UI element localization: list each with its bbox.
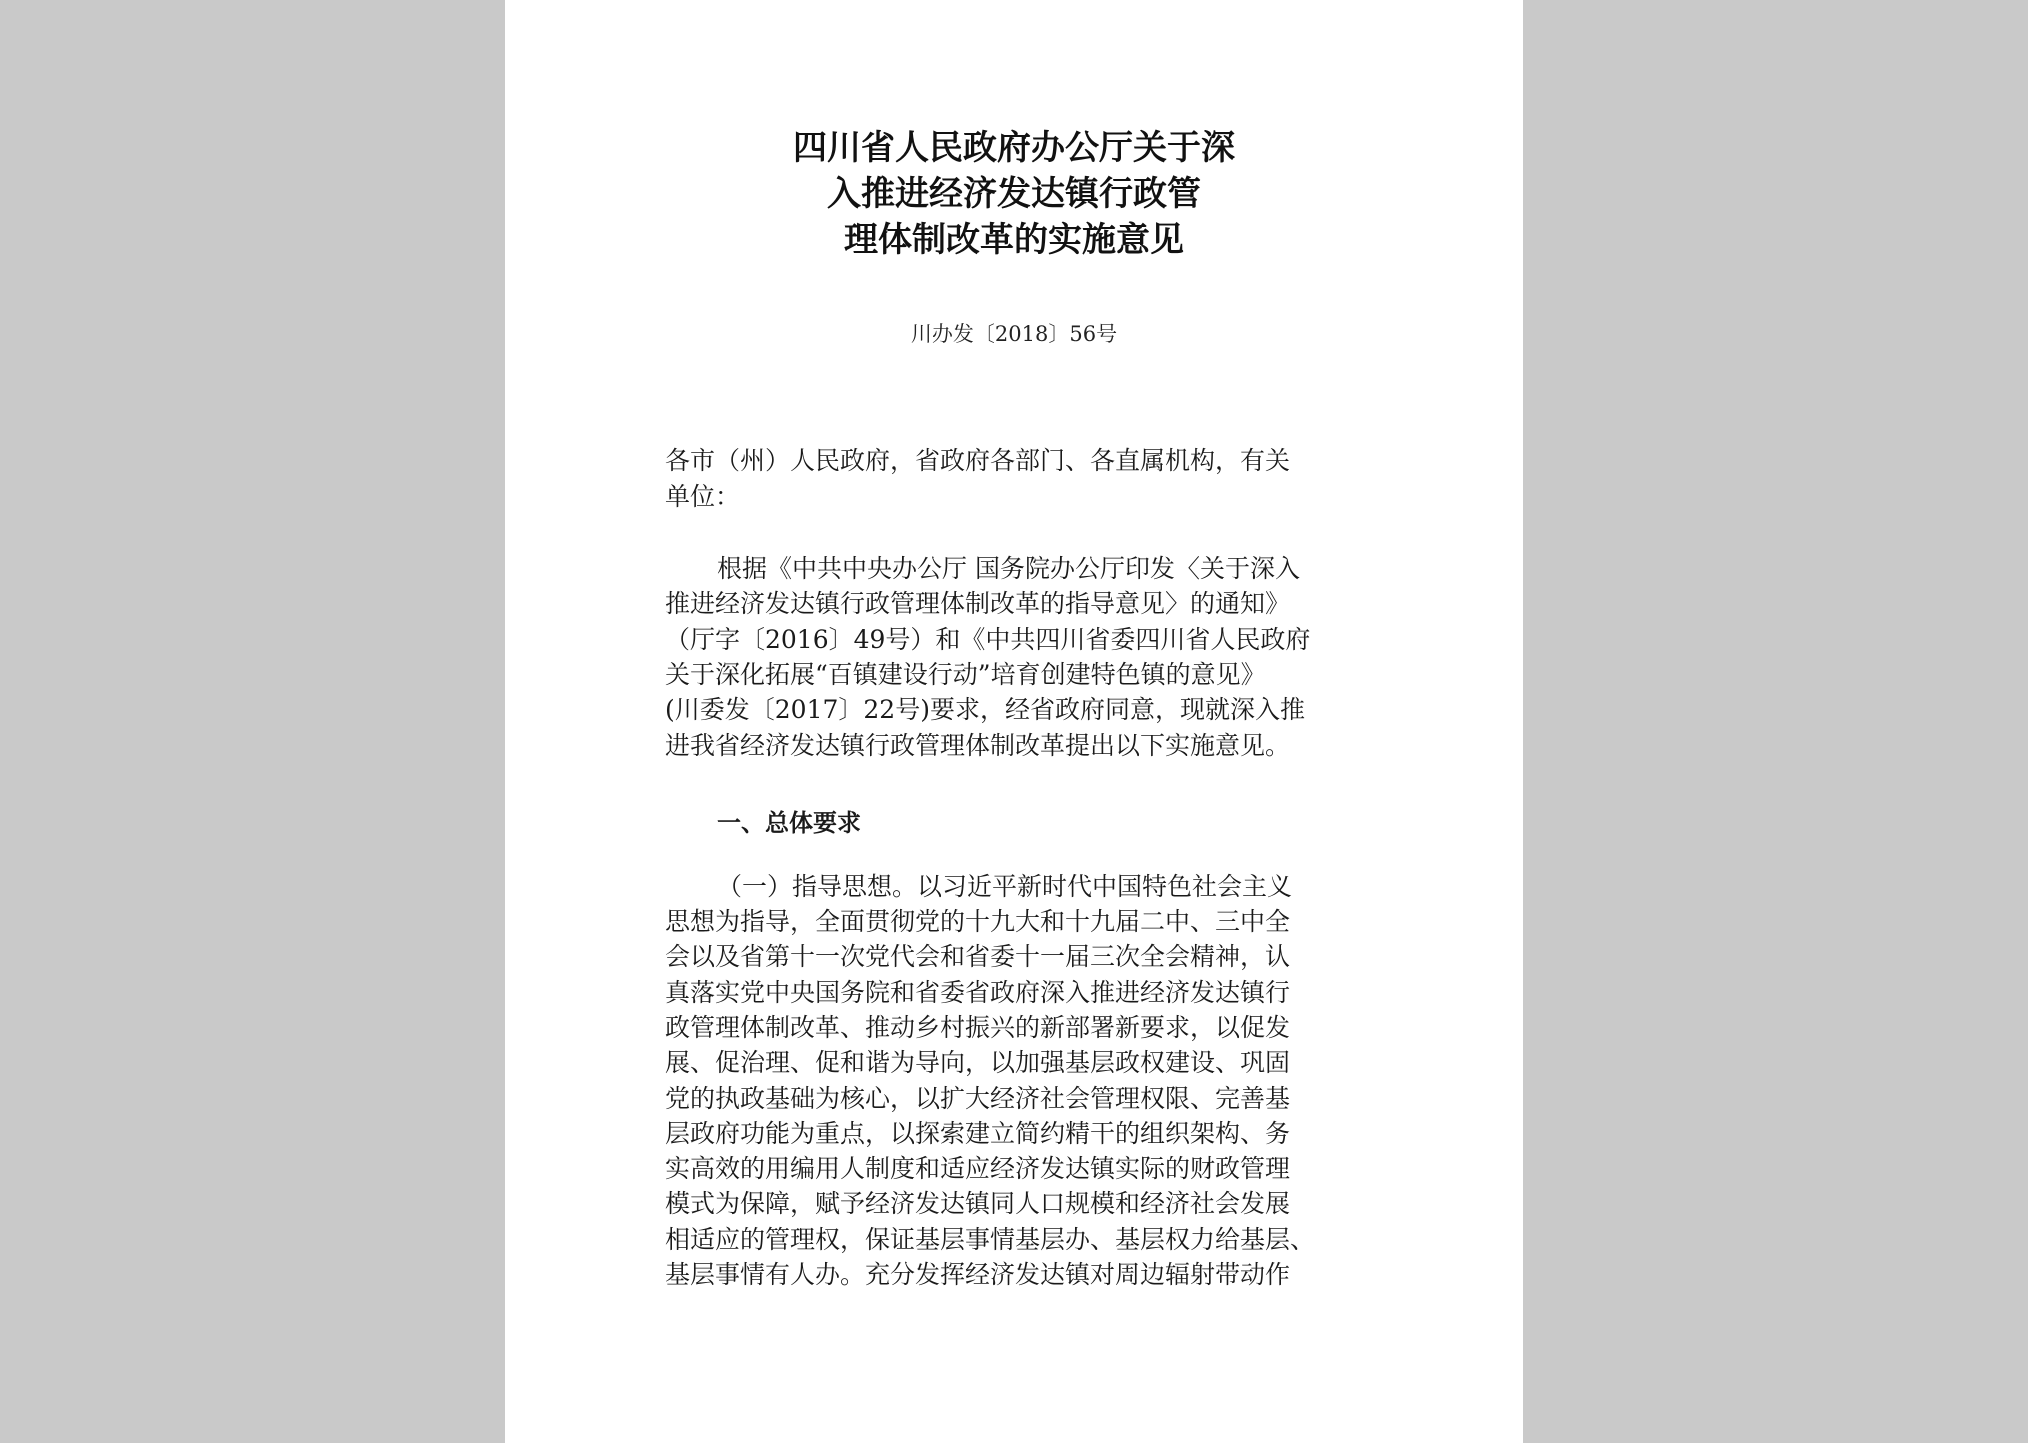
section-line: 真落实党中央国务院和省委省政府深入推进经济发达镇行	[665, 978, 1291, 1007]
section-heading: 一、总体要求	[717, 809, 861, 837]
section-line: 实高效的用编用人制度和适应经济发达镇实际的财政管理	[665, 1154, 1291, 1183]
title-line: 入推进经济发达镇行政管	[827, 174, 1201, 214]
section-line: 相适应的管理权，保证基层事情基层办、基层权力给基层、	[665, 1225, 1316, 1254]
document-title	[505, 125, 1523, 263]
intro-line: 关于深化拓展“百镇建设行动”培育创建特色镇的意见》	[665, 660, 1266, 689]
title-line: 四川省人民政府办公厅关于深	[793, 128, 1235, 168]
document-number: 川办发〔2018〕56号	[910, 322, 1118, 346]
section-line: （一）指导思想。以习近平新时代中国特色社会主义	[717, 872, 1293, 901]
section-line: 会以及省第十一次党代会和省委十一届三次全会精神，认	[665, 942, 1291, 971]
addressee-line: 单位：	[665, 482, 741, 511]
section-line: 展、促治理、促和谐为导向，以加强基层政权建设、巩固	[665, 1048, 1291, 1077]
section-line: 层政府功能为重点，以探索建立简约精干的组织架构、务	[665, 1119, 1291, 1148]
intro-line: 根据《中共中央办公厅 国务院办公厅印发〈关于深入	[717, 554, 1300, 583]
intro-line: （厅字〔2016〕49号）和《中共四川省委四川省人民政府	[665, 625, 1311, 654]
section-line: 模式为保障，赋予经济发达镇同人口规模和经济社会发展	[665, 1189, 1291, 1218]
title-line: 理体制改革的实施意见	[844, 220, 1184, 260]
addressee-line: 各市（州）人民政府，省政府各部门、各直属机构，有关	[665, 446, 1291, 475]
section-line: 基层事情有人办。充分发挥经济发达镇对周边辐射带动作	[665, 1260, 1291, 1289]
section-line: 政管理体制改革、推动乡村振兴的新部署新要求，以促发	[665, 1013, 1291, 1042]
document-page	[505, 0, 1523, 1443]
section-line: 党的执政基础为核心，以扩大经济社会管理权限、完善基	[665, 1084, 1291, 1113]
intro-line: (川委发〔2017〕22号)要求，经省政府同意，现就深入推	[665, 695, 1305, 724]
intro-line: 进我省经济发达镇行政管理体制改革提出以下实施意见。	[665, 731, 1291, 760]
intro-line: 推进经济发达镇行政管理体制改革的指导意见〉的通知》	[665, 589, 1291, 618]
section-line: 思想为指导，全面贯彻党的十九大和十九届二中、三中全	[665, 907, 1291, 936]
